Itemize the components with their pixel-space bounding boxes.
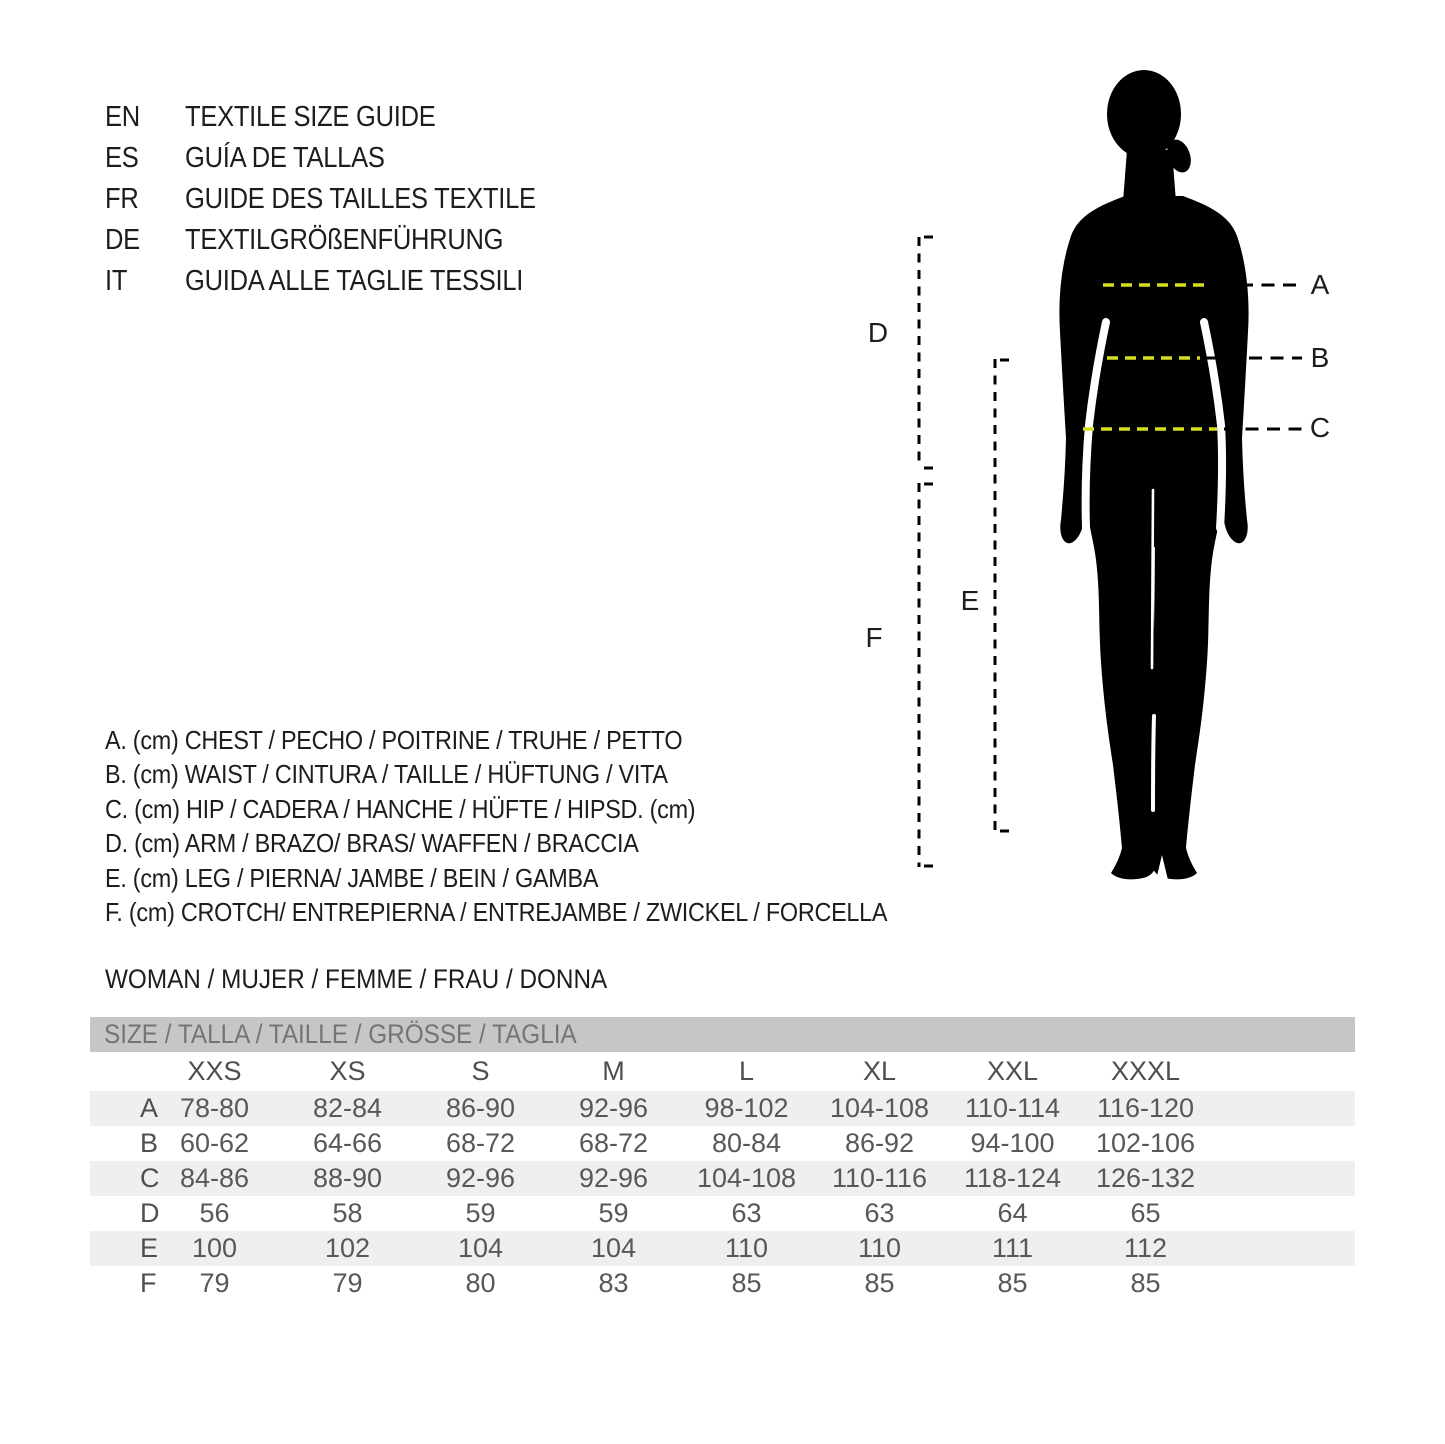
size-value-cell: 56	[199, 1198, 230, 1228]
size-value-cell: 118-124	[963, 1163, 1062, 1193]
size-value-cell: 86-90	[445, 1093, 516, 1123]
figure-left-leg	[1082, 428, 1157, 879]
legend-row	[105, 723, 974, 758]
legend-text: C. (cm) HIP / CADERA / HANCHE / HÜFTE / HIPSD. (cm)	[105, 793, 696, 824]
size-value-cell: 94-100	[970, 1128, 1055, 1158]
size-table-body	[90, 1091, 1355, 1301]
size-value-cell: 65	[1130, 1198, 1161, 1228]
row-label: D	[140, 1198, 160, 1228]
measure-label-e: E	[960, 585, 980, 616]
size-column-header: XXXL	[1110, 1056, 1181, 1086]
size-column-header: S	[471, 1056, 490, 1086]
size-table-header-text: SIZE / TALLA / TAILLE / GRÖSSE / TAGLIA	[104, 1019, 577, 1049]
legend-row	[105, 758, 974, 793]
size-value-cell: 126-132	[1095, 1163, 1196, 1193]
size-value-cell: 104	[457, 1233, 504, 1263]
table-row-D	[90, 1196, 1355, 1231]
legend-row	[105, 792, 974, 827]
size-value-cell: 63	[864, 1198, 895, 1228]
row-label: E	[140, 1233, 159, 1263]
table-row-F	[90, 1266, 1355, 1301]
legend-text: A. (cm) CHEST / PECHO / POITRINE / TRUHE / PETTO	[105, 724, 683, 755]
row-label: F	[140, 1268, 157, 1298]
language-code: DE	[105, 224, 140, 256]
table-row-A	[90, 1091, 1355, 1126]
measurement-legend	[105, 723, 974, 930]
size-value-cell: 84-86	[179, 1163, 250, 1193]
language-title: GUIDE DES TAILLES TEXTILE	[185, 183, 536, 215]
size-column-header: L	[738, 1056, 755, 1086]
row-label: B	[140, 1128, 159, 1158]
size-value-cell: 111	[991, 1233, 1034, 1263]
size-value-cell: 110-116	[831, 1163, 928, 1193]
legend-text: F. (cm) CROTCH/ ENTREPIERNA / ENTREJAMBE / ZWICKEL / FORCELLA	[105, 897, 888, 928]
language-title: TEXTILE SIZE GUIDE	[185, 101, 436, 133]
language-title-block	[105, 97, 584, 302]
table-row-E	[90, 1231, 1355, 1266]
size-column-header: M	[602, 1056, 625, 1086]
size-value-cell: 110	[857, 1233, 902, 1263]
size-value-cell: 85	[997, 1268, 1028, 1298]
size-value-cell: 85	[1130, 1268, 1161, 1298]
legend-row	[105, 861, 974, 896]
figure-right-leg	[1151, 428, 1226, 879]
table-row-B	[90, 1126, 1355, 1161]
size-value-cell: 63	[731, 1198, 762, 1228]
size-table-header-bar	[90, 1017, 1355, 1052]
size-value-cell: 104-108	[696, 1163, 797, 1193]
legend-row	[105, 827, 974, 862]
size-value-cell: 78-80	[179, 1093, 250, 1123]
row-label: C	[140, 1163, 160, 1193]
language-row	[105, 261, 584, 302]
size-value-cell: 116-120	[1096, 1093, 1195, 1123]
measure-label-a: A	[1310, 269, 1330, 300]
measure-label-d: D	[867, 317, 889, 348]
legend-row	[105, 896, 974, 931]
size-value-cell: 85	[731, 1268, 762, 1298]
size-value-cell: 102-106	[1095, 1128, 1196, 1158]
size-column-header: XXL	[986, 1056, 1039, 1086]
size-value-cell: 88-90	[312, 1163, 383, 1193]
size-value-cell: 92-96	[578, 1163, 649, 1193]
size-column-header: XXS	[187, 1056, 242, 1086]
measure-label-c: C	[1309, 412, 1331, 443]
size-column-header: XL	[862, 1056, 897, 1086]
legend-text: D. (cm) ARM / BRAZO/ BRAS/ WAFFEN / BRACCIA	[105, 828, 639, 859]
size-value-cell: 92-96	[578, 1093, 649, 1123]
language-row	[105, 179, 584, 220]
size-value-cell: 100	[191, 1233, 238, 1263]
size-value-cell: 104	[590, 1233, 637, 1263]
size-value-cell: 80	[465, 1268, 496, 1298]
size-table	[90, 1017, 1355, 1301]
gender-line: WOMAN / MUJER / FEMME / FRAU / DONNA	[105, 963, 608, 994]
size-value-cell: 58	[332, 1198, 363, 1228]
vertical-dimension-lines	[919, 237, 1009, 867]
language-title: TEXTILGRÖßENFÜHRUNG	[185, 224, 504, 256]
size-value-cell: 60-62	[179, 1128, 250, 1158]
size-value-cell: 110	[724, 1233, 769, 1263]
table-row-C	[90, 1161, 1355, 1196]
row-label: A	[140, 1093, 159, 1123]
language-code: EN	[105, 101, 140, 133]
language-title: GUIDA ALLE TAGLIE TESSILI	[185, 265, 524, 297]
language-code: ES	[105, 142, 139, 174]
size-value-cell: 80-84	[711, 1128, 782, 1158]
size-table-sizes-row	[90, 1052, 1355, 1091]
size-value-cell: 104-108	[829, 1093, 930, 1123]
language-row	[105, 220, 584, 261]
size-value-cell: 92-96	[445, 1163, 516, 1193]
size-value-cell: 79	[332, 1268, 363, 1298]
size-value-cell: 59	[465, 1198, 496, 1228]
size-value-cell: 59	[598, 1198, 629, 1228]
size-value-cell: 98-102	[704, 1093, 789, 1123]
woman-silhouette-diagram	[850, 60, 1340, 900]
size-value-cell: 110-114	[964, 1093, 1061, 1123]
size-value-cell: 82-84	[312, 1093, 383, 1123]
size-value-cell: 85	[864, 1268, 895, 1298]
size-value-cell: 64-66	[312, 1128, 383, 1158]
size-value-cell: 83	[598, 1268, 629, 1298]
legend-text: B. (cm) WAIST / CINTURA / TAILLE / HÜFTUNG / VITA	[105, 759, 668, 790]
language-code: IT	[105, 265, 128, 297]
size-value-cell: 86-92	[844, 1128, 915, 1158]
size-value-cell: 68-72	[578, 1128, 649, 1158]
measure-label-f: F	[865, 622, 883, 653]
size-column-header: XS	[329, 1056, 366, 1086]
figure-neck	[1123, 150, 1176, 202]
calf-seam	[1153, 716, 1154, 810]
size-value-cell: 112	[1123, 1233, 1168, 1263]
language-title: GUÍA DE TALLAS	[185, 142, 385, 174]
legend-text: E. (cm) LEG / PIERNA/ JAMBE / BEIN / GAMBA	[105, 862, 599, 893]
language-row	[105, 138, 584, 179]
crotch-seam	[1152, 490, 1153, 668]
size-value-cell: 64	[997, 1198, 1028, 1228]
measure-label-b: B	[1310, 342, 1330, 373]
size-value-cell: 68-72	[445, 1128, 516, 1158]
language-code: FR	[105, 183, 139, 215]
size-value-cell: 102	[324, 1233, 371, 1263]
size-value-cell: 79	[199, 1268, 230, 1298]
language-row	[105, 97, 584, 138]
